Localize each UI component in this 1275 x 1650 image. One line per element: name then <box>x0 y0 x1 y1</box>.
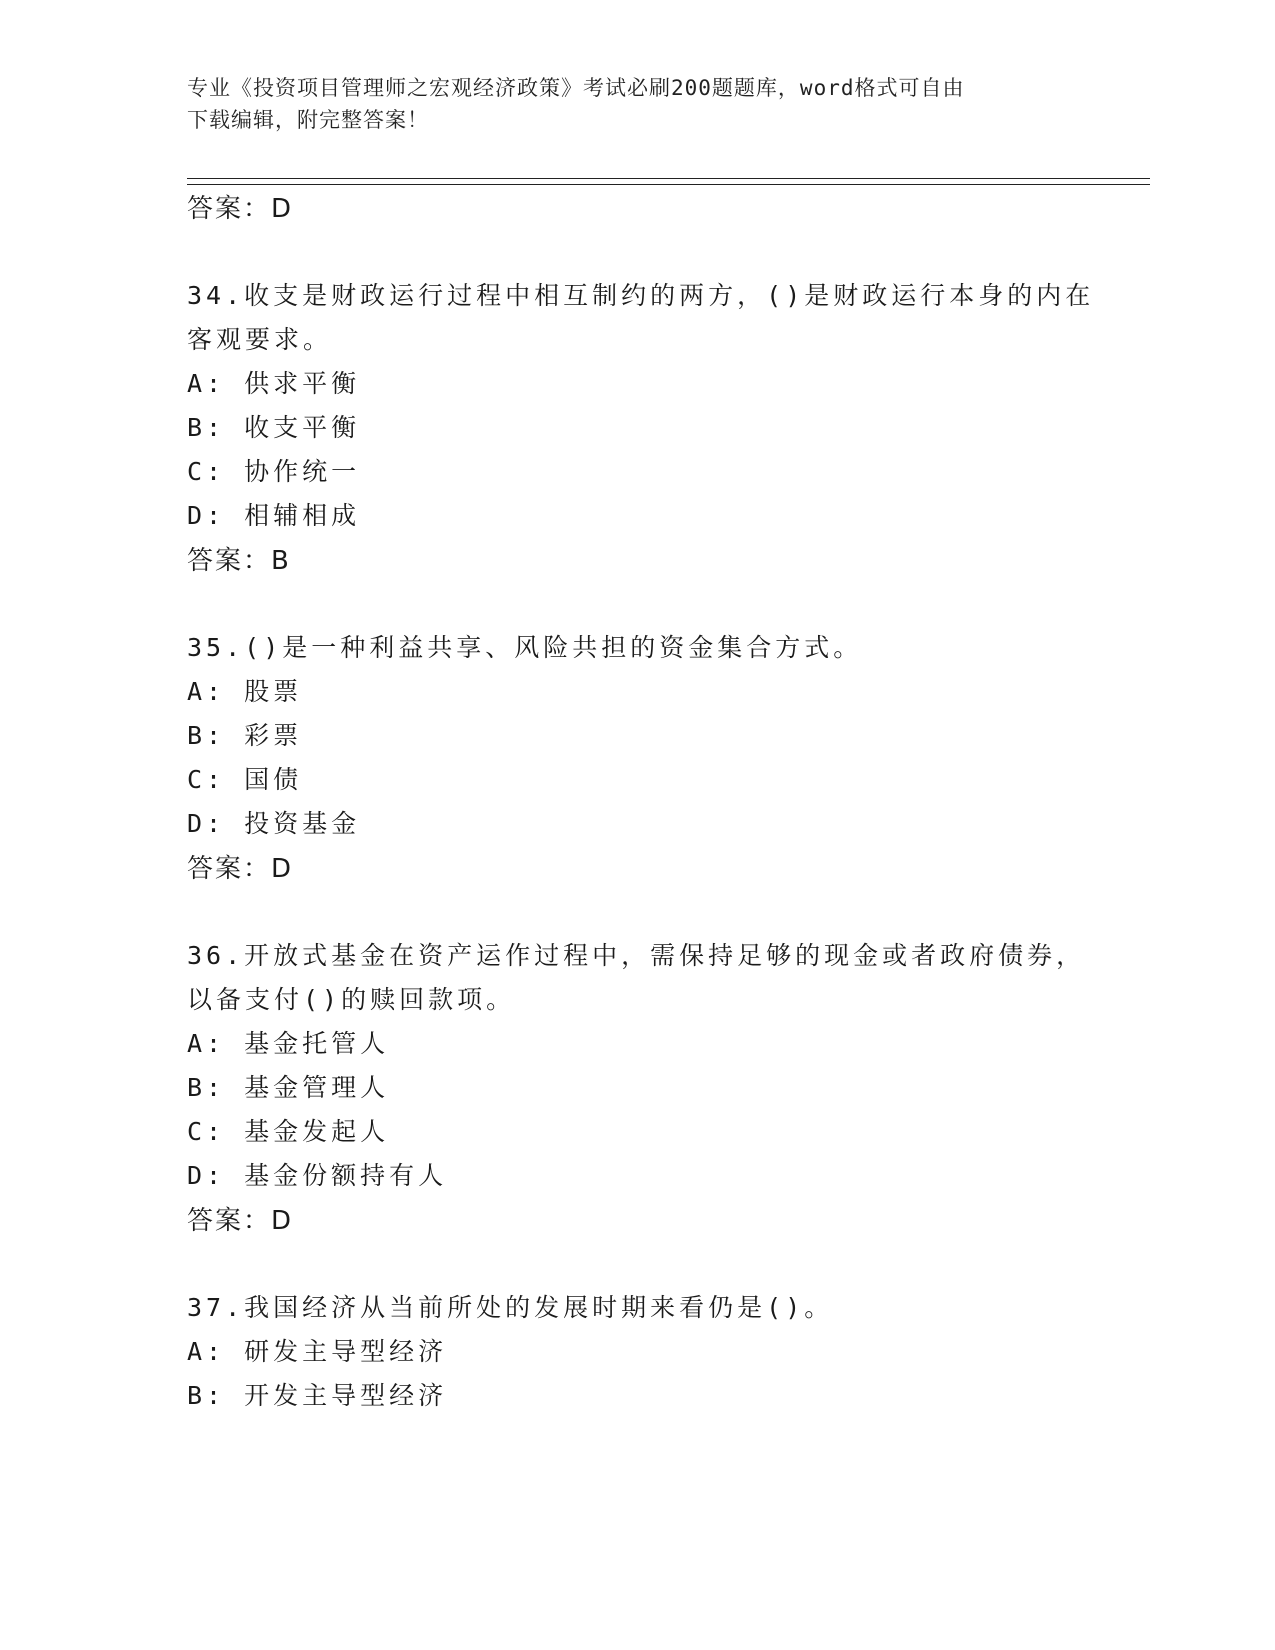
option-d: D: 基金份额持有人 <box>187 1161 448 1190</box>
option-a: A: 基金托管人 <box>187 1029 390 1058</box>
option-d: D: 相辅相成 <box>187 501 361 530</box>
option-d: D: 投资基金 <box>187 809 361 838</box>
option-a: A: 研发主导型经济 <box>187 1337 448 1366</box>
answer-label: 答案：D <box>187 194 294 224</box>
question-text: 37.我国经济从当前所处的发展时期来看仍是()。 <box>187 1293 834 1322</box>
option-b: B: 收支平衡 <box>187 413 361 442</box>
question-text: 34.收支是财政运行过程中相互制约的两方，()是财政运行本身的内在 <box>187 281 1095 310</box>
question-text: 客观要求。 <box>187 325 333 354</box>
option-c: C: 国债 <box>187 765 303 794</box>
page-header <box>187 72 1067 136</box>
answer-label: 答案：D <box>187 1206 294 1236</box>
question-text: 36.开放式基金在资产运作过程中，需保持足够的现金或者政府债券， <box>187 941 1086 970</box>
header-line-1: 专业《投资项目管理师之宏观经济政策》考试必刷200题题库，word格式可自由 <box>187 76 965 100</box>
question-text: 以备支付()的赎回款项。 <box>187 985 516 1014</box>
header-divider <box>187 178 1150 185</box>
option-a: A: 供求平衡 <box>187 369 361 398</box>
option-b: B: 开发主导型经济 <box>187 1381 448 1410</box>
answer-label: 答案：D <box>187 854 294 884</box>
answer-label: 答案：B <box>187 546 291 576</box>
option-c: C: 基金发起人 <box>187 1117 390 1146</box>
option-b: B: 基金管理人 <box>187 1073 390 1102</box>
option-a: A: 股票 <box>187 677 303 706</box>
option-c: C: 协作统一 <box>187 457 361 486</box>
option-b: B: 彩票 <box>187 721 303 750</box>
header-line-2: 下载编辑，附完整答案！ <box>187 108 429 132</box>
question-text: 35.()是一种利益共享、风险共担的资金集合方式。 <box>187 633 863 662</box>
